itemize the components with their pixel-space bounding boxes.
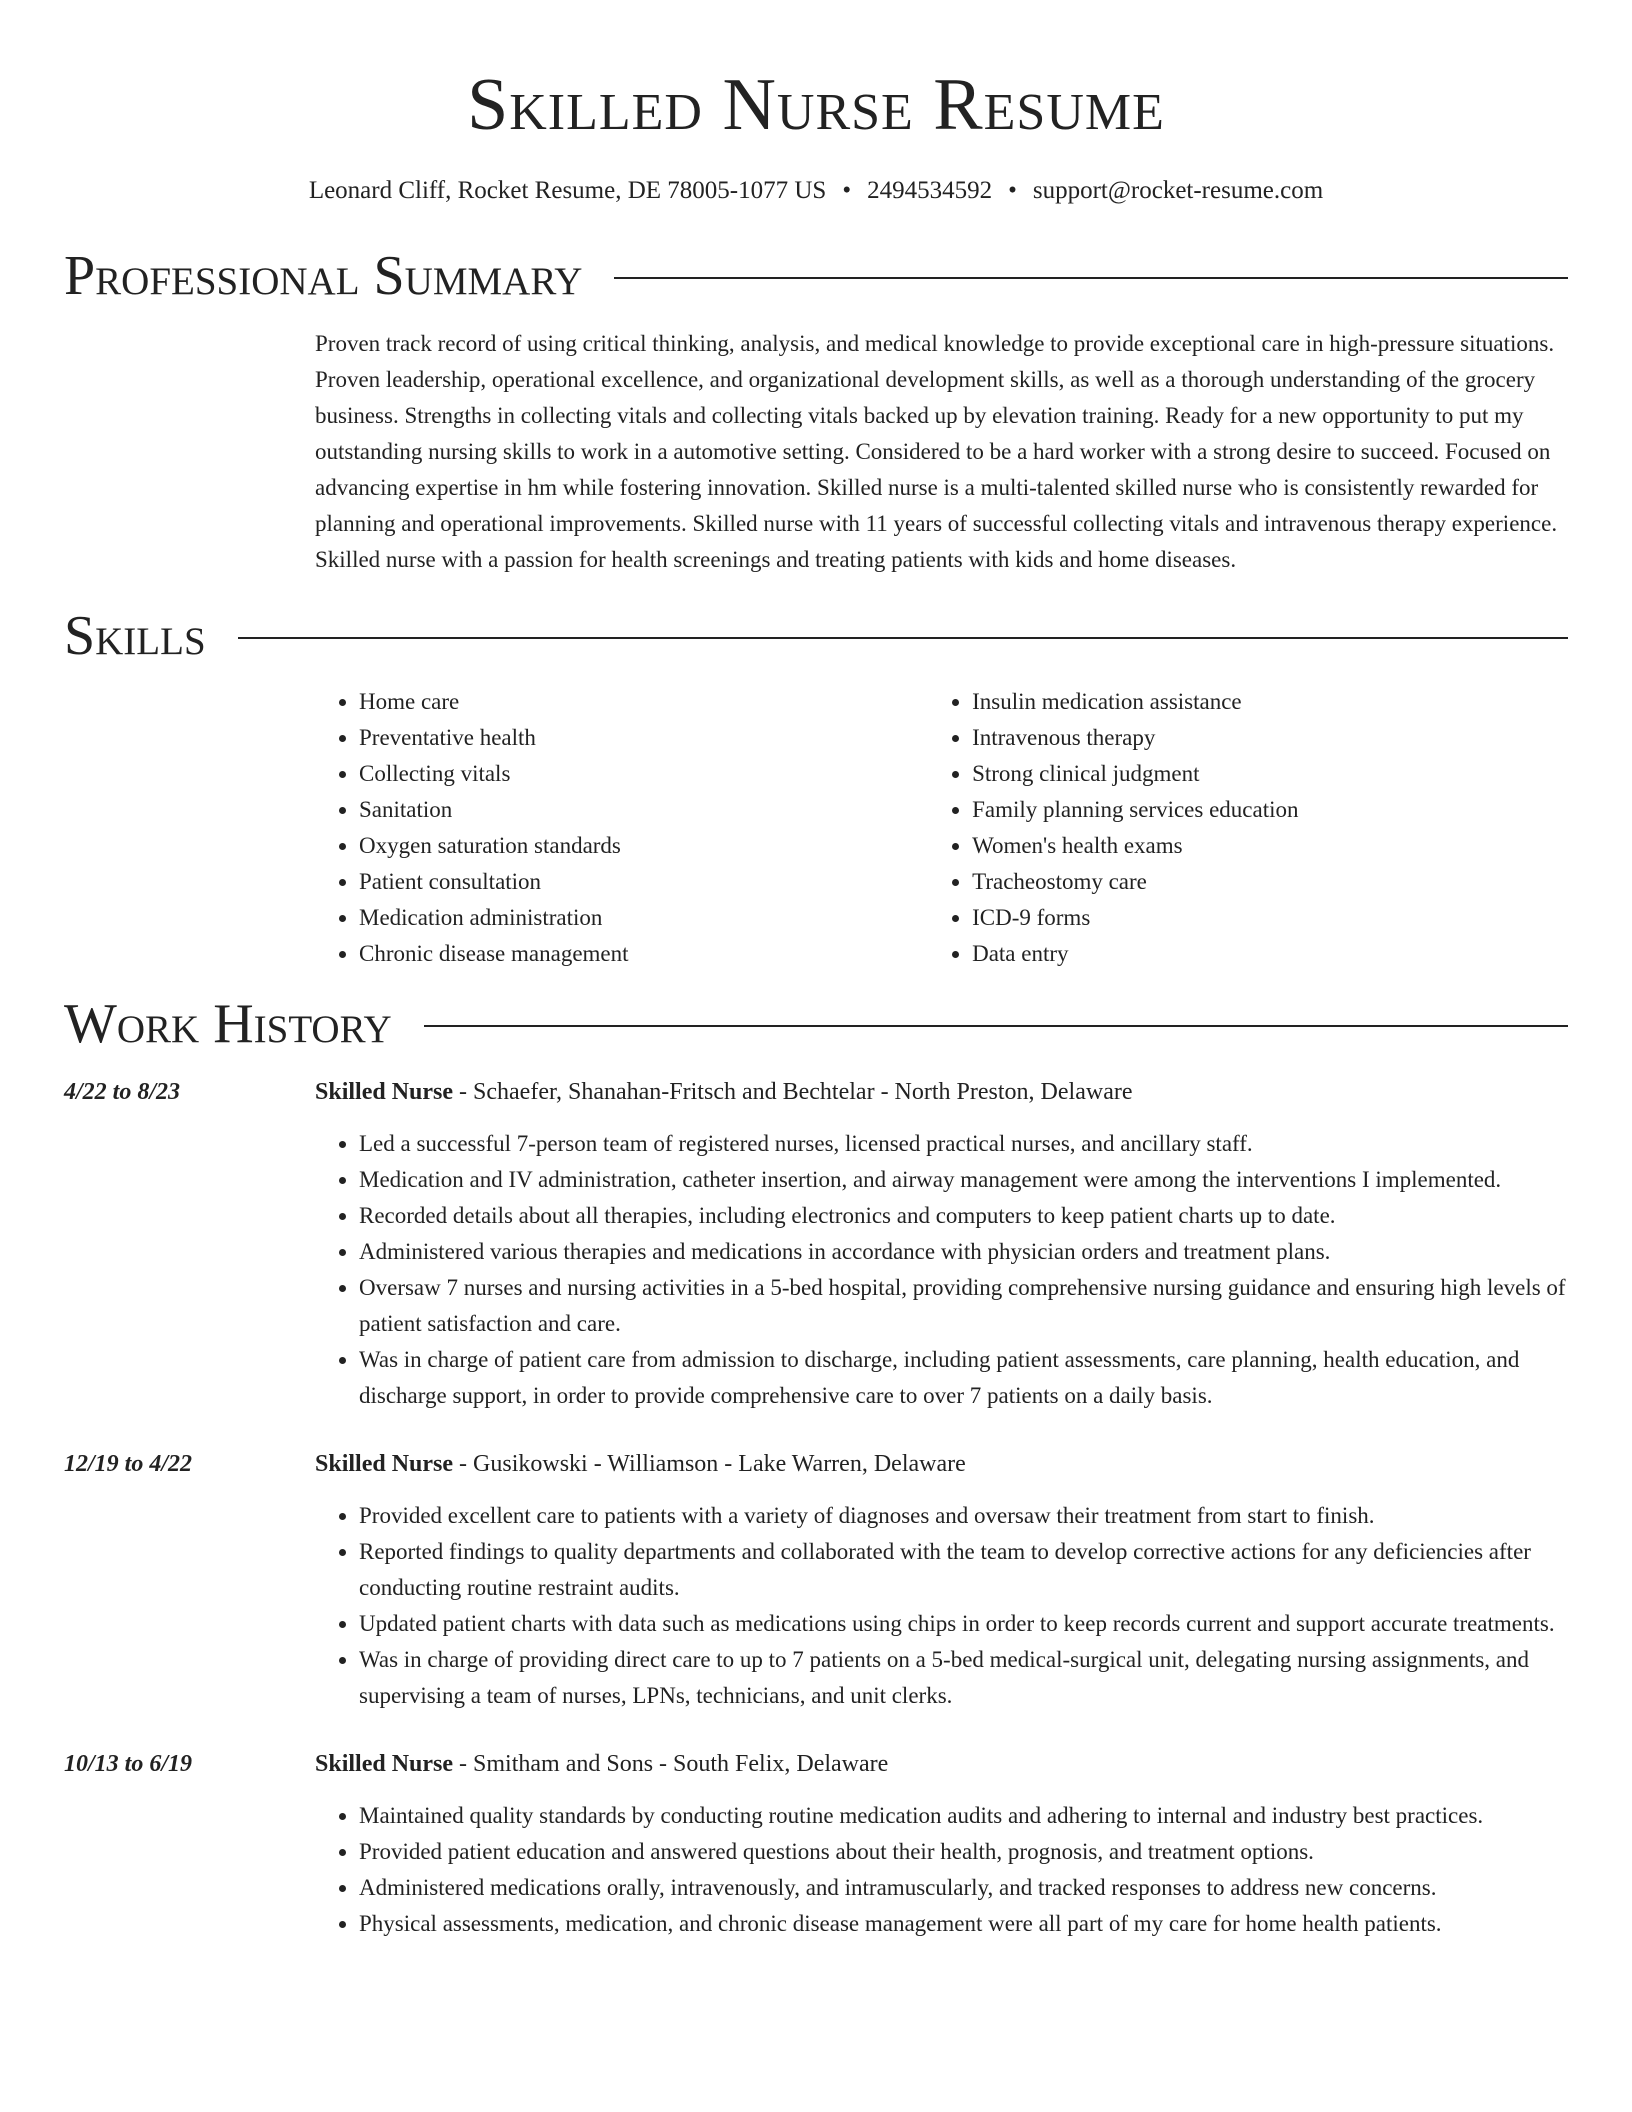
section-divider (238, 637, 1568, 639)
skill-item: • Insulin medication assistance (972, 684, 1568, 720)
job-body (315, 1446, 1568, 1714)
job-bullet: • Provided patient education and answered questions about their health, prognosis, and treatment options. (359, 1834, 1568, 1870)
summary-heading: Professional Summary (64, 245, 583, 307)
job-title: Skilled Nurse (315, 1079, 454, 1105)
skills-heading: Skills (64, 605, 206, 667)
skill-item: • Tracheostomy care (972, 864, 1568, 900)
skill-item: • Patient consultation (359, 864, 928, 900)
job-bullet: • Reported findings to quality departments and collaborated with the team to develop corrective actions for any deficiencies after conducting routine restraint audits. (359, 1534, 1568, 1606)
work-heading: Work History (64, 993, 392, 1055)
job-heading (315, 1746, 1568, 1782)
job-body (315, 1746, 1568, 1942)
skill-item: • ICD-9 forms (972, 900, 1568, 936)
job-bullet: • Recorded details about all therapies, including electronics and computers to keep patient charts up to date. (359, 1198, 1568, 1234)
contact-email: support@rocket-resume.com (1032, 177, 1324, 204)
job-bullet: • Maintained quality standards by conducting routine medication audits and adhering to internal and industry best practices. (359, 1798, 1568, 1834)
contact-phone: 2494534592 (867, 177, 993, 204)
skill-item: • Intravenous therapy (972, 720, 1568, 756)
job-bullet: • Oversaw 7 nurses and nursing activities in a 5-bed hospital, providing comprehensive nursing guidance and ensuring high levels of patient satisfaction and care. (359, 1270, 1568, 1342)
work-section-header (64, 994, 1568, 1054)
contact-line (64, 176, 1568, 206)
skill-item: • Women's health exams (972, 828, 1568, 864)
skill-item: • Preventative health (359, 720, 928, 756)
skill-item: • Sanitation (359, 792, 928, 828)
job-heading (315, 1074, 1568, 1110)
skills-list-right (928, 684, 1568, 972)
job-title: Skilled Nurse (315, 1451, 454, 1477)
section-divider (424, 1025, 1568, 1027)
job-entry (64, 1746, 1568, 1942)
resume-page (64, 0, 1568, 1942)
job-title: Skilled Nurse (315, 1751, 454, 1777)
job-bullet: • Physical assessments, medication, and chronic disease management were all part of my care for home health patients. (359, 1906, 1568, 1942)
skill-item: • Family planning services education (972, 792, 1568, 828)
job-bullet: • Was in charge of providing direct care to up to 7 patients on a 5-bed medical-surgical unit, delegating nursing assignments, and supervising a team of nurses, LPNs, technicians, and unit clerks. (359, 1642, 1568, 1714)
job-bullet: • Led a successful 7-person team of registered nurses, licensed practical nurses, and ancillary staff. (359, 1126, 1568, 1162)
summary-section-header (64, 246, 1568, 306)
skill-item: • Collecting vitals (359, 756, 928, 792)
job-dates: 10/13 to 6/19 (64, 1751, 193, 1777)
job-dates: 4/22 to 8/23 (64, 1079, 181, 1105)
skill-item: • Chronic disease management (359, 936, 928, 972)
skills-columns (315, 684, 1568, 972)
job-dates: 12/19 to 4/22 (64, 1451, 193, 1477)
skills-list-left (315, 684, 928, 972)
skill-item: • Home care (359, 684, 928, 720)
job-bullet: • Medication and IV administration, catheter insertion, and airway management were among the interventions I implemented. (359, 1162, 1568, 1198)
job-entry (64, 1074, 1568, 1414)
job-employer-location: - Smitham and Sons - South Felix, Delaware (453, 1751, 889, 1777)
summary-text: Proven track record of using critical thinking, analysis, and medical knowledge to provide exceptional care in high-pressure situations. Proven leadership, operational excellence, and organizational development skills, as well as a thorough understanding of the grocery business. Strengths in collecting vitals and collecting vitals backed up by elevation training. Ready for a new opportunity to put my outstanding nursing skills to work in a automotive setting. Considered to be a hard worker with a strong desire to succeed. Focused on advancing expertise in hm while fostering innovation. Skilled nurse is a multi-talented skilled nurse who is consistently rewarded for planning and operational improvements. Skilled nurse with 11 years of successful collecting vitals and intravenous therapy experience. Skilled nurse with a passion for health screenings and treating patients with kids and home diseases. (315, 331, 1558, 572)
skill-item: • Medication administration (359, 900, 928, 936)
job-body (315, 1074, 1568, 1414)
job-bullet: • Provided excellent care to patients with a variety of diagnoses and oversaw their treatment from start to finish. (359, 1498, 1568, 1534)
job-employer-location: - Gusikowski - Williamson - Lake Warren, Delaware (453, 1451, 966, 1477)
job-bullet: • Administered medications orally, intravenously, and intramuscularly, and tracked responses to address new concerns. (359, 1870, 1568, 1906)
skill-item: • Data entry (972, 936, 1568, 972)
job-employer-location: - Schaefer, Shanahan-Fritsch and Bechtelar - North Preston, Delaware (453, 1079, 1133, 1105)
skill-item: • Oxygen saturation standards (359, 828, 928, 864)
section-divider (614, 277, 1568, 279)
skill-item: • Strong clinical judgment (972, 756, 1568, 792)
job-bullet: • Administered various therapies and medications in accordance with physician orders and treatment plans. (359, 1234, 1568, 1270)
resume-title: Skilled Nurse Resume (467, 64, 1165, 146)
job-bullet: • Was in charge of patient care from admission to discharge, including patient assessments, care planning, health education, and discharge support, in order to provide comprehensive care to over 7 patients on a daily basis. (359, 1342, 1568, 1414)
job-entry (64, 1446, 1568, 1714)
job-bullet: • Updated patient charts with data such as medications using chips in order to keep records current and support accurate treatments. (359, 1606, 1568, 1642)
bullet-separator: • (1008, 177, 1017, 204)
contact-address: Leonard Cliff, Rocket Resume, DE 78005-1077 US (308, 177, 827, 204)
job-heading (315, 1446, 1568, 1482)
bullet-separator: • (842, 177, 852, 204)
job-bullets (315, 1498, 1568, 1714)
skills-section-header (64, 606, 1568, 666)
job-bullets (315, 1798, 1568, 1942)
job-bullets (315, 1126, 1568, 1414)
